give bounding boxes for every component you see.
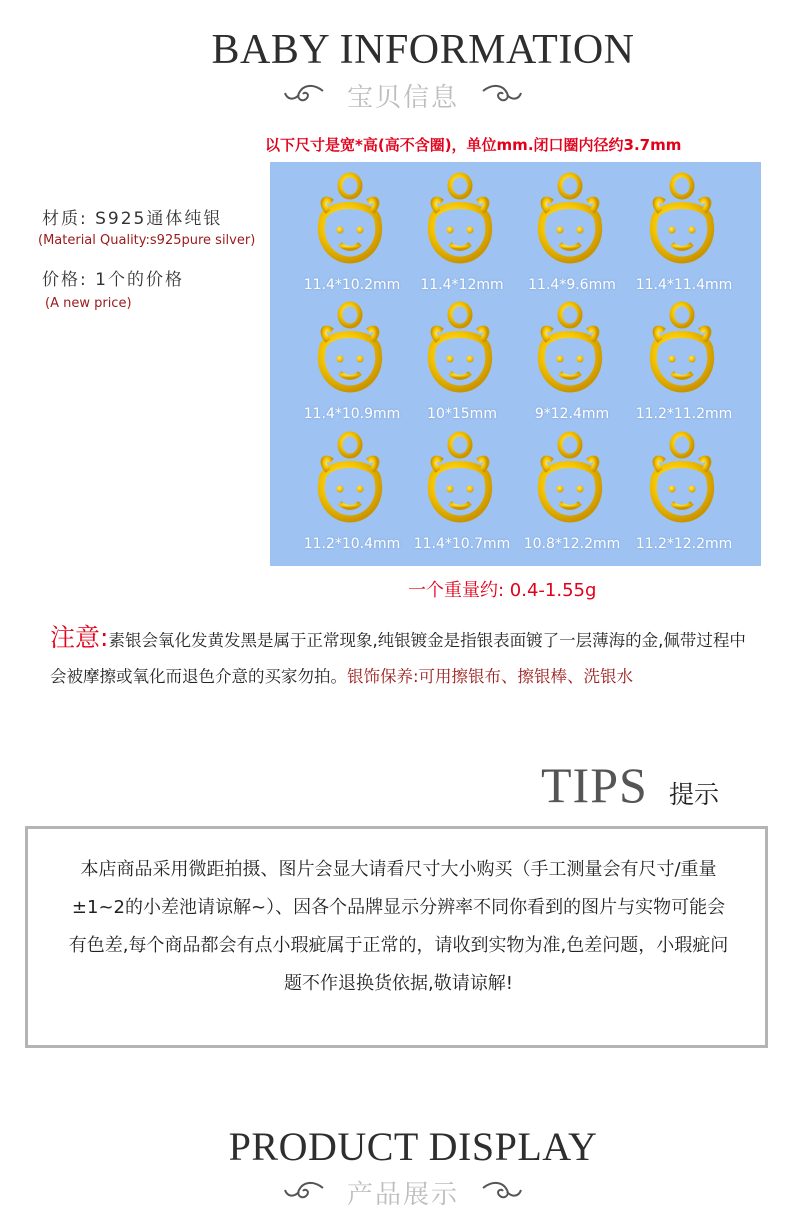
dog-charm-icon: [532, 431, 608, 527]
dragon-charm-icon: [312, 301, 388, 397]
tips-title-en: TIPS: [541, 757, 648, 813]
section-title-baby-information: BABY INFORMATION: [211, 27, 635, 73]
swirl-ornament-right-icon: [479, 1178, 523, 1204]
pig-charm-icon: [644, 431, 720, 527]
tips-title-cn: 提示: [669, 780, 720, 809]
price-english: (A new price): [45, 296, 132, 311]
charm-cell-rooster: [402, 427, 512, 555]
swirl-ornament-left-icon: [283, 81, 327, 107]
charm-size-label: 11.4*12mm: [420, 277, 504, 293]
section-subtitle-cn: 产品展示: [346, 1180, 459, 1210]
charm-cell-dog: [512, 427, 622, 555]
rabbit-charm-icon: [644, 172, 720, 268]
charm-cell-sheep: [624, 297, 734, 425]
material-english: (Material Quality:s925pure silver): [38, 233, 256, 248]
care-instructions: 银饰保养:可用擦银布、擦银棒、洗银水: [347, 667, 634, 686]
weight-note: 一个重量约: 0.4-1.55g: [408, 580, 597, 601]
charm-size-label: 11.4*10.7mm: [413, 536, 511, 552]
snake-charm-icon: [422, 301, 498, 397]
charm-cell-pig: [624, 427, 734, 555]
section-subtitle-row: [283, 77, 533, 115]
charm-size-label: 11.4*10.9mm: [303, 406, 401, 422]
swirl-ornament-left-icon: [283, 1178, 327, 1204]
charm-size-label: 11.4*11.4mm: [635, 277, 733, 293]
charm-cell-ox: [402, 168, 512, 296]
charm-cell-dragon: [292, 297, 402, 425]
section-subtitle-row: [283, 1174, 533, 1212]
charm-cell-snake: [402, 297, 512, 425]
material-label: 材质: S925通体纯银: [42, 209, 223, 229]
tips-box: [25, 826, 768, 1048]
price-label: 价格: 1个的价格: [42, 270, 184, 290]
ox-charm-icon: [422, 172, 498, 268]
tips-text: 本店商品采用微距拍摄、图片会显大请看尺寸大小购买（手工测量会有尺寸/重量±1~2的小差池请谅解~）、因各个品牌显示分辨率不同你看到的图片与实物可能会有色差,每个商品都会有点小瑕疵属于正常的，请收到实物为准,色差问题，小瑕疵问题不作退换货依据,敬请谅解!: [68, 859, 729, 994]
charm-size-label: 11.4*9.6mm: [528, 277, 616, 293]
charm-size-label: 9*12.4mm: [534, 406, 610, 422]
charm-size-label: 11.2*10.4mm: [303, 536, 401, 552]
charm-cell-monkey: [292, 427, 402, 555]
size-note: 以下尺寸是宽*高(高不含圈)，单位mm.闭口圈内径约3.7mm: [265, 136, 682, 154]
charm-size-label: 11.2*11.2mm: [635, 406, 733, 422]
swirl-ornament-right-icon: [479, 81, 523, 107]
sheep-charm-icon: [644, 301, 720, 397]
charm-cell-tiger: [512, 168, 622, 296]
charm-size-label: 11.2*12.2mm: [635, 536, 733, 552]
charm-size-label: 10*15mm: [427, 406, 497, 422]
charm-cell-mouse: [292, 168, 402, 296]
charm-size-label: 11.4*10.2mm: [303, 277, 401, 293]
notice-body: 素银会氧化发黄发黑是属于正常现象,纯银镀金是指银表面镀了一层薄海的金,佩带过程中会被摩擦或氧化而退色介意的买家勿拍。: [50, 631, 746, 686]
mouse-charm-icon: [312, 172, 388, 268]
charm-size-label: 10.8*12.2mm: [523, 536, 621, 552]
section-title-product-display: PRODUCT DISPLAY: [228, 1124, 598, 1169]
charm-cell-rabbit: [624, 168, 734, 296]
notice-label: 注意:: [50, 623, 109, 652]
section-subtitle-cn: 宝贝信息: [346, 83, 459, 113]
charm-grid-photo: [270, 162, 761, 566]
tiger-charm-icon: [532, 172, 608, 268]
notice-paragraph: [50, 620, 762, 695]
horse-charm-icon: [532, 301, 608, 397]
charm-cell-horse: [512, 297, 622, 425]
monkey-charm-icon: [312, 431, 388, 527]
rooster-charm-icon: [422, 431, 498, 527]
